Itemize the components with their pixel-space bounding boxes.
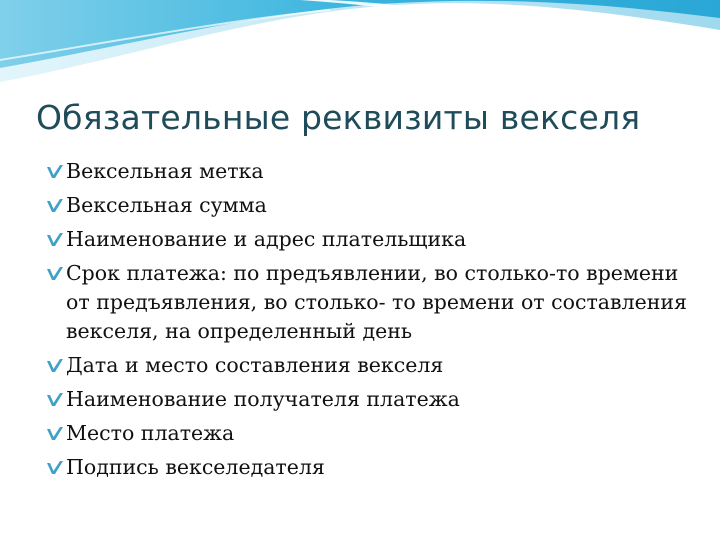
checkmark-v-icon [46, 232, 64, 248]
list-item [46, 385, 696, 414]
list-item-text: Место платежа [66, 421, 235, 445]
list-item-text: Вексельная сумма [66, 193, 267, 217]
list-item [46, 419, 696, 448]
checkmark-v-icon [46, 164, 64, 180]
checkmark-v-icon [46, 460, 64, 476]
list-item-text: Наименование и адрес плательщика [66, 227, 467, 251]
list-item-text: Срок платежа: по предъявлении, во столько-то времени от предъявления, во столько- то времени от составления векселя, на определенный день [66, 261, 687, 343]
checkmark-v-icon [46, 392, 64, 408]
list-item [46, 351, 696, 380]
requisites-list [46, 157, 696, 487]
list-item [46, 259, 696, 346]
checkmark-v-icon [46, 198, 64, 214]
list-item-text: Вексельная метка [66, 159, 264, 183]
list-item [46, 191, 696, 220]
list-item [46, 453, 696, 482]
list-item-text: Наименование получателя платежа [66, 387, 460, 411]
list-item-text: Дата и место составления векселя [66, 353, 444, 377]
checkmark-v-icon [46, 358, 64, 374]
checkmark-v-icon [46, 266, 64, 282]
checkmark-v-icon [46, 426, 64, 442]
list-item [46, 225, 696, 254]
slide-title: Обязательные реквизиты векселя [36, 98, 641, 137]
decorative-wave-header [0, 0, 720, 90]
list-item-text: Подпись векселедателя [66, 455, 325, 479]
list-item [46, 157, 696, 186]
